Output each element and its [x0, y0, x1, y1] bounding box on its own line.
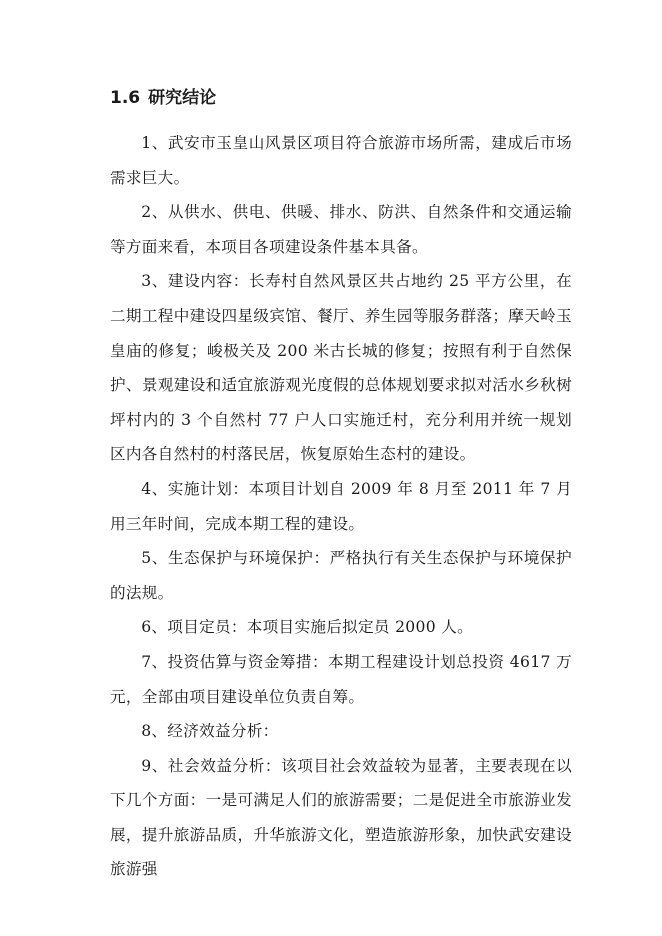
body-text: [110, 126, 572, 887]
section-title: 研究结论: [148, 88, 217, 108]
paragraph-9: 9、社会效益分析：该项目社会效益较为显著，主要表现在以下几个方面：一是可满足人们的旅游需要；二是促进全市旅游业发展，提升旅游品质，升华旅游文化，塑造旅游形象，加快武安建设旅游强: [110, 756, 572, 879]
paragraph-1: 1、武安市玉皇山风景区项目符合旅游市场所需，建成后市场需求巨大。: [110, 134, 572, 187]
section-number: 1.6: [110, 88, 141, 108]
paragraph-8: 8、经济效益分析：: [141, 722, 279, 741]
paragraph-4: 4、实施计划：本项目计划自 2009 年 8 月至 2011 年 7 月用三年时间，完成本期工程的建设。: [110, 479, 572, 533]
paragraph-5: 5、生态保护与环境保护：严格执行有关生态保护与环境保护的法规。: [110, 549, 572, 602]
paragraph-6: 6、项目定员：本项目实施后拟定员 2000 人。: [141, 618, 474, 637]
paragraph-3: 3、建设内容：长寿村自然风景区共占地约 25 平方公里，在二期工程中建设四星级宾馆、餐厅、养生园等服务群落；摩天岭玉皇庙的修复；峻极关及 200 米古长城的修复；按照有利于自然保护、景观建设和适宜旅游观光度假的总体规划要求拟对活水乡秋树坪村内的 3 个自然村 77 户人口实施迁村，充分利用并统一规划区内各自然村的村落民居，恢复原始生态村的建设。: [110, 272, 572, 464]
paragraph-2: 2、从供水、供电、供暖、排水、防洪、自然条件和交通运输等方面来看，本项目各项建设条件基本具备。: [110, 203, 572, 256]
section-heading: [110, 86, 216, 110]
paragraph-7: 7、投资估算与资金筹措：本期工程建设计划总投资 4617 万元，全部由项目建设单位负责自筹。: [110, 652, 572, 706]
